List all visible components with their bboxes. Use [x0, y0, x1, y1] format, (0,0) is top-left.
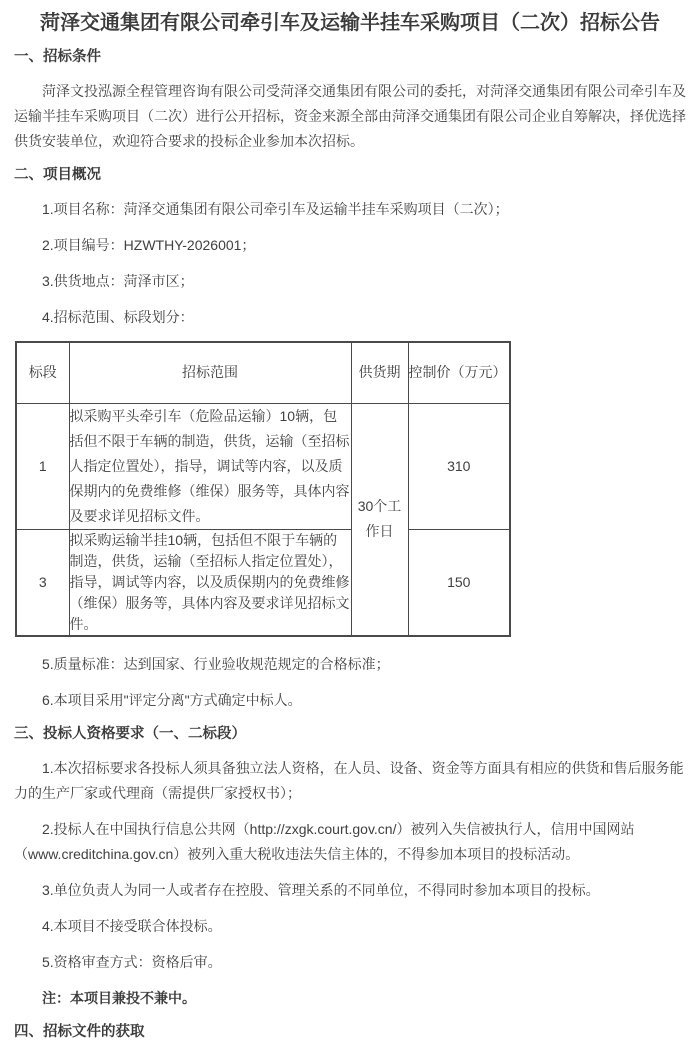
- delivery-location-item: 3.供货地点：菏泽市区；: [42, 273, 194, 289]
- project-name-item: 1.项目名称：菏泽交通集团有限公司牵引车及运输半挂车采购项目（二次）；: [42, 201, 509, 217]
- note-line: 注：本项目兼投不兼中。: [42, 989, 196, 1006]
- section2-heading: 二、项目概况: [14, 167, 101, 183]
- table-row-section-3: [16, 529, 510, 636]
- section1-paragraph: 菏泽文投泓源全程管理咨询有限公司受菏泽交通集团有限公司的委托，对菏泽交通集团有限公司牵引车及运输半挂车采购项目（二次）进行公开招标，资金来源全部由菏泽交通集团有限公司企业自筹解决，择优选择供货安装单位，欢迎符合要求的投标企业参加本次招标。: [14, 83, 686, 149]
- section-number-cell: 3: [16, 529, 69, 636]
- col-header-scope: 招标范围: [69, 342, 351, 403]
- award-method-item: 6.本项目采用"评定分离"方式确定中标人。: [42, 691, 302, 708]
- section4-heading: 四、招标文件的获取: [14, 1023, 145, 1040]
- price-cell: 310: [408, 403, 510, 529]
- scope-division-item: 4.招标范围、标段划分：: [42, 309, 194, 325]
- qualification-item-4: 4.本项目不接受联合体投标。: [42, 917, 222, 934]
- quality-standard-item: 5.质量标准：达到国家、行业验收规范规定的合格标准；: [42, 655, 390, 672]
- page-title: 菏泽交通集团有限公司牵引车及运输半挂车采购项目（二次）招标公告: [40, 12, 660, 34]
- col-header-section: 标段: [16, 342, 69, 403]
- table-header-row: [16, 342, 510, 403]
- section-number-cell: 1: [16, 403, 69, 529]
- section1-heading: 一、招标条件: [14, 49, 101, 65]
- scope-cell: 拟采购运输半挂10辆，包括但不限于车辆的制造，供货，运输（至招标人指定位置处），指导，调试等内容，以及质保期内的免费维修（维保）服务等，具体内容及要求详见招标文件。: [69, 529, 351, 636]
- qualification-item-2: 2.投标人在中国执行信息公共网（http://zxgk.court.gov.cn/）被列入失信被执行人，信用中国网站（www.creditchina.gov.cn）被列入重大税收违法失信主体的，不得参加本项目的投标活动。: [14, 820, 635, 862]
- qualification-item-5: 5.资格审查方式：资格后审。: [42, 953, 222, 970]
- supply-period-cell: 30个工作日: [351, 403, 408, 636]
- table-row-section-1: [16, 403, 510, 529]
- qualification-item-1: 1.本次招标要求各投标人须具备独立法人资格，在人员、设备、资金等方面具有相应的供货和售后服务能力的生产厂家或代理商（需提供厂家授权书）；: [14, 759, 684, 801]
- page: [0, 10, 700, 1040]
- qualification-item-3: 3.单位负责人为同一人或者存在控股、管理关系的不同单位，不得同时参加本项目的投标。: [42, 881, 600, 898]
- section3-heading: 三、投标人资格要求（一、二标段）: [14, 725, 246, 742]
- scope-cell: 拟采购平头牵引车（危险品运输）10辆，包括但不限于车辆的制造，供货，运输（至招标人指定位置处），指导，调试等内容，以及质保期内的免费维修（维保）服务等，具体内容及要求详见招标文件。: [69, 403, 351, 529]
- col-header-price: 控制价（万元）: [408, 342, 510, 403]
- price-cell: 150: [408, 529, 510, 636]
- project-number-item: 2.项目编号：HZWTHY-2026001；: [42, 237, 256, 253]
- bid-sections-table: [15, 341, 511, 637]
- tender-announcement-document: [14, 10, 686, 1043]
- col-header-period: 供货期: [351, 342, 408, 403]
